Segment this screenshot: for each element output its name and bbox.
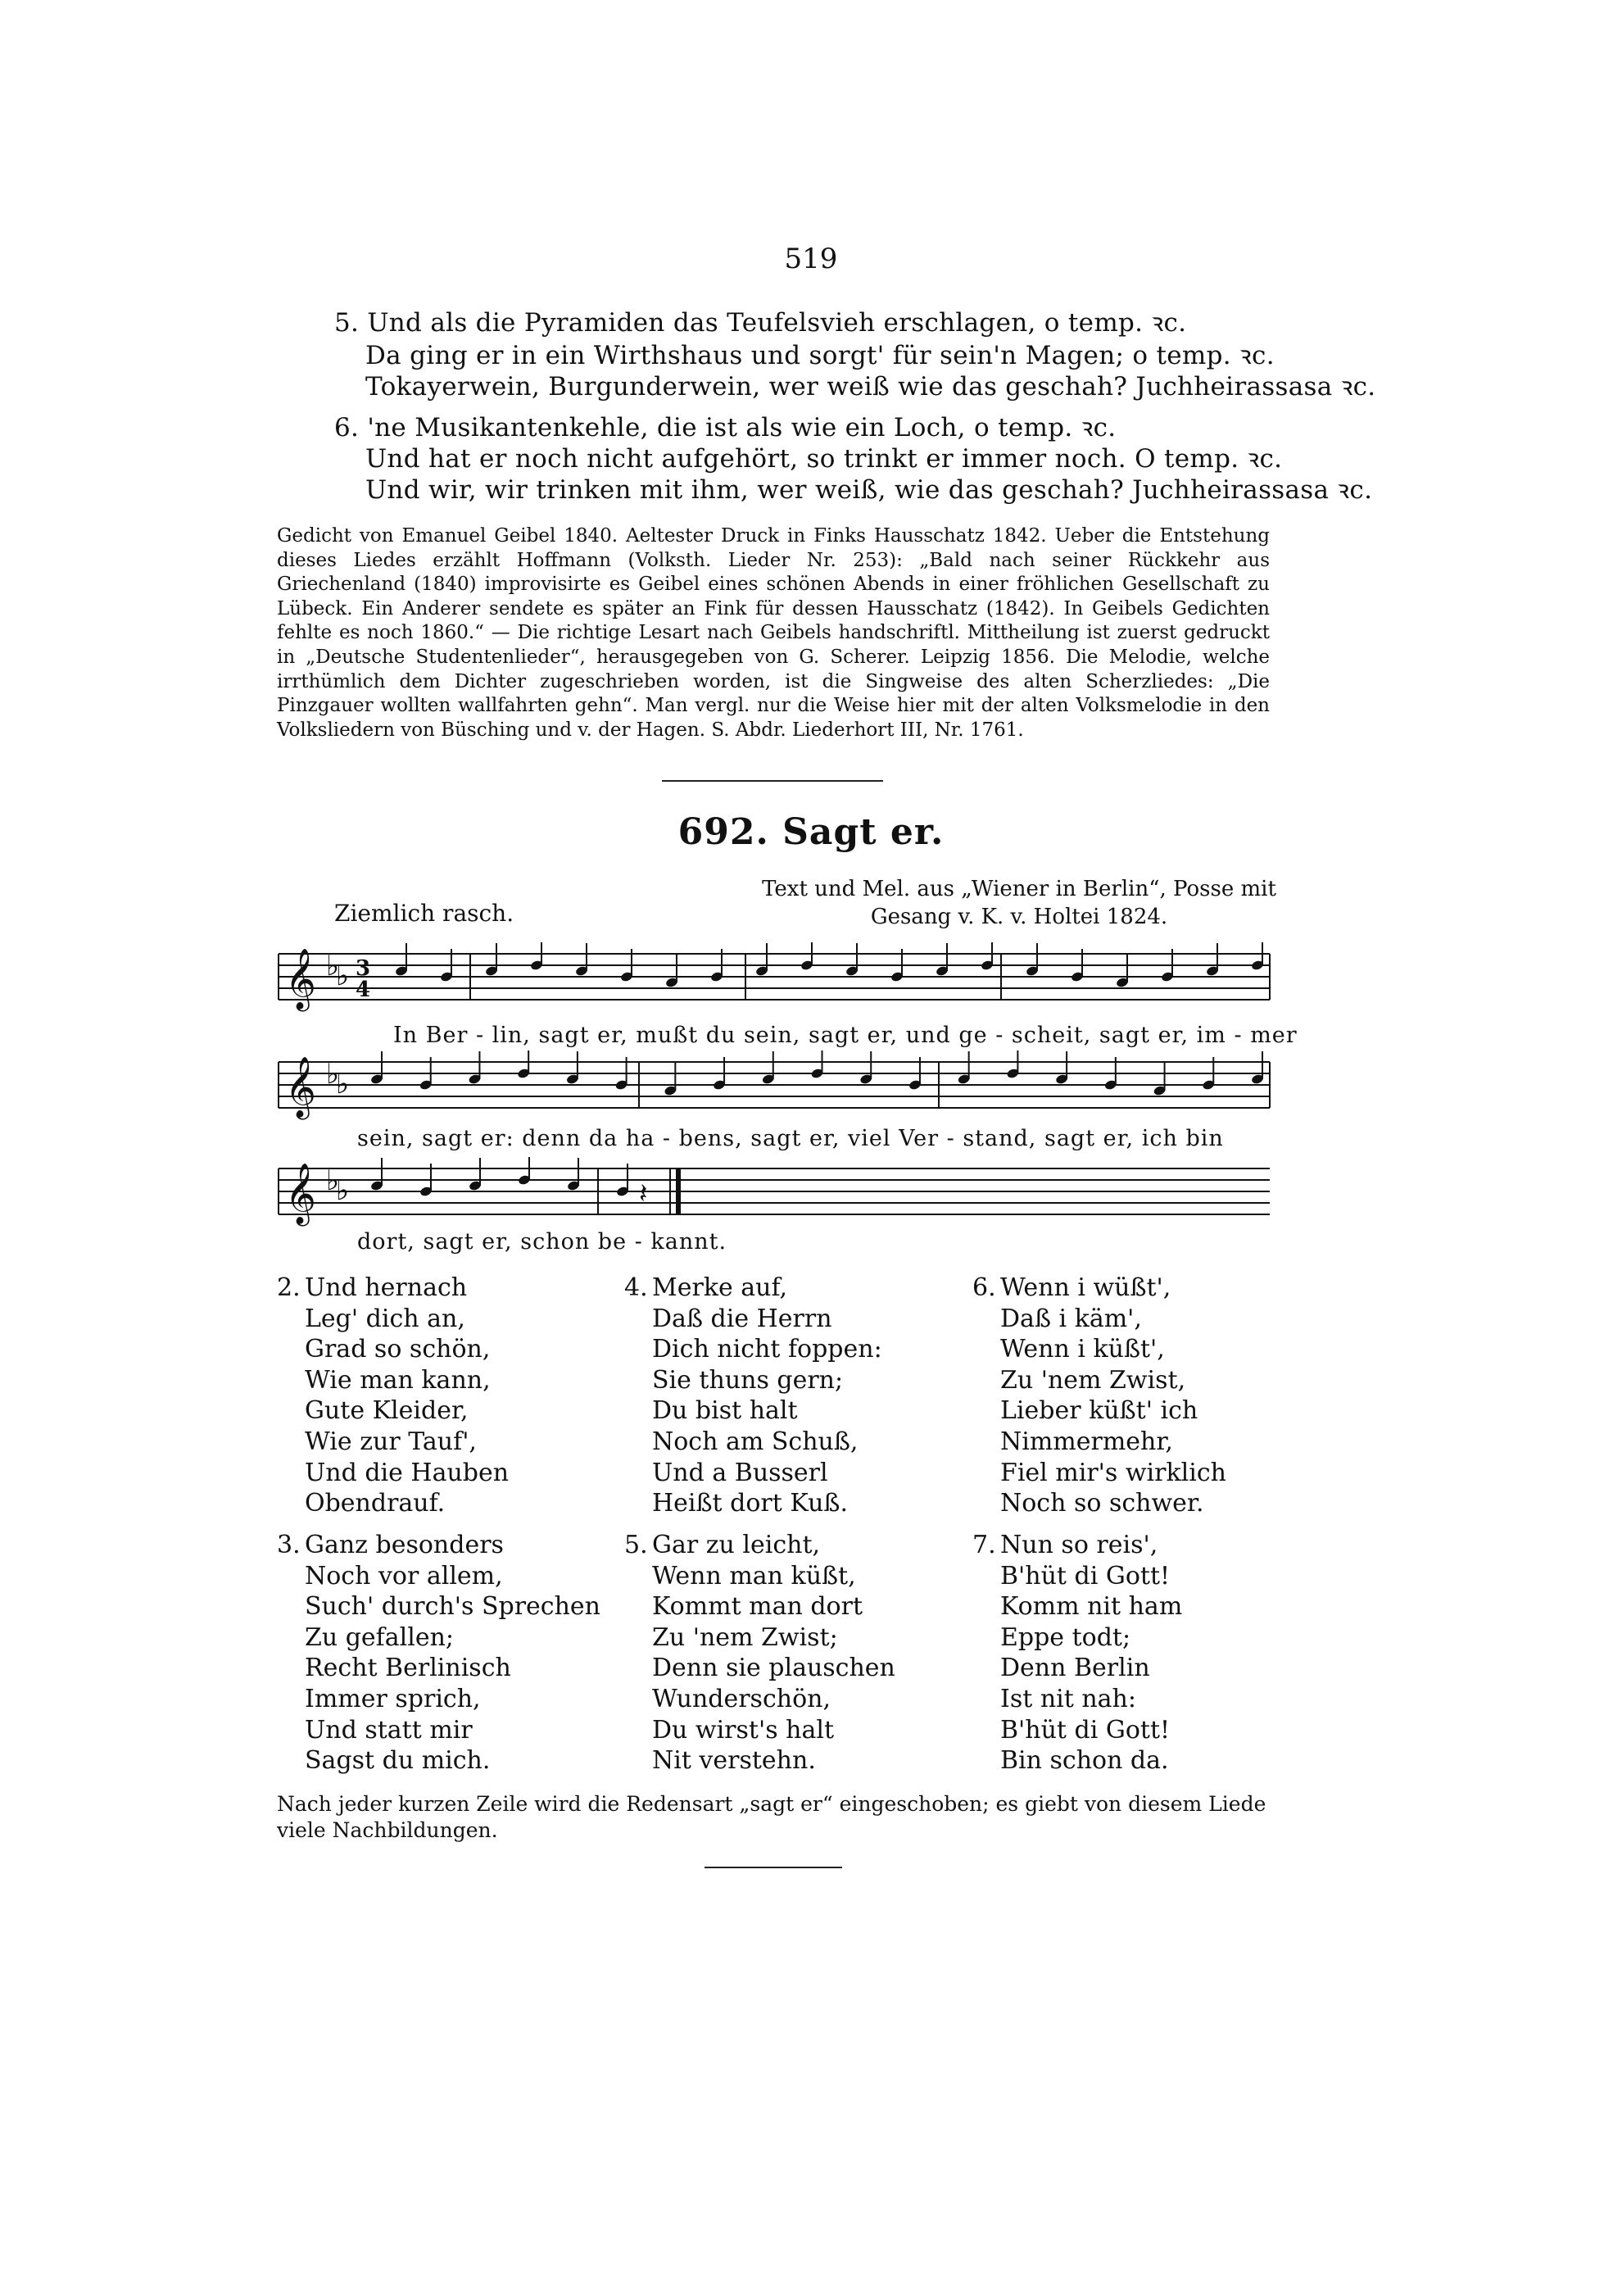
stanza-line: Ist nit nah: <box>1000 1684 1136 1713</box>
closing-divider <box>705 1867 842 1868</box>
verse-line: Und wir, wir trinken mit ihm, wer weiß, wie das geschah? Juchheirassasa ꝛc. <box>365 475 1373 505</box>
stanza-line: Wenn man küßt, <box>652 1561 856 1590</box>
stanza-line: Leg' dich an, <box>305 1304 465 1333</box>
commentary-note <box>277 524 1270 742</box>
stanza-line: 3. Ganz besonders <box>277 1531 504 1559</box>
stanza-number: 6. <box>972 1273 996 1302</box>
stanza-line: Obendrauf. <box>305 1489 446 1518</box>
stanza-line: Kommt man dort <box>652 1592 863 1622</box>
svg-text:𝄞: 𝄞 <box>285 1057 316 1118</box>
stanza-line: 5. Gar zu leicht, <box>624 1531 821 1559</box>
stanza-line: Und a Busserl <box>652 1458 828 1487</box>
svg-text:♭: ♭ <box>326 950 340 982</box>
page-number: 519 <box>784 243 838 275</box>
stanza-line: Noch am Schuß, <box>652 1427 859 1456</box>
stanza-line: Nimmermehr, <box>1000 1427 1173 1456</box>
stanza-number: 2. <box>277 1273 301 1302</box>
tempo-marking: Ziemlich rasch. <box>334 900 514 927</box>
stanza-line: 2. Und hernach <box>277 1273 468 1302</box>
stanza-line: B'hüt di Gott! <box>1000 1715 1171 1745</box>
stanza-line: 7. Nun so reis', <box>972 1531 1158 1559</box>
verse-line: Tokayerwein, Burgunderwein, wer weiß wie das geschah? Juchheirassasa ꝛc. <box>365 372 1376 402</box>
commentary-text: Gedicht von Emanuel Geibel 1840. Aeltester Druck in Finks Hausschatz 1842. Ueber die Entstehung dieses Liedes erzählt Hoffmann (Volksth. Lieder Nr. 253): „Bald nach seiner Rückkehr aus Griechenland (1840) improvisirte es Geibel eines schönen Abends in einer fröhlichen Gesellschaft zu Lübeck. Ein Anderer sendete es später an Fink für dessen Hausschatz (1842). In Geibels Gedichten fehlte es noch 1860.“ — Die richtige Lesart nach Geibels handschriftl. Mittheilung ist zuerst gedruckt in „Deutsche Studentenlieder“, herausgegeben von G. Scherer. Leipzig 1856. Die Melodie, welche irrthümlich dem Dichter zugeschrieben worden, ist die Singweise des alten Scherzliedes: „Die Pinzgauer wollten wallfahrten gehn“. Man vergl. nur die Weise hier mit der alten Volksmelodie in den Volksliedern von Büsching und v. der Hagen. S. Abdr. Liederhort III, Nr. 1761. <box>277 525 1270 741</box>
svg-text:♭: ♭ <box>336 1174 350 1207</box>
stanza-line: Sie thuns gern; <box>652 1365 844 1395</box>
stanza-line: Zu 'nem Zwist; <box>652 1622 838 1652</box>
stanza-line: B'hüt di Gott! <box>1000 1561 1171 1590</box>
music-staff-2 <box>270 1050 1286 1124</box>
stanza-line: Denn sie plauschen <box>652 1654 895 1683</box>
stanza-line: Fiel mir's wirklich <box>1000 1458 1226 1487</box>
song-title: 692. Sagt er. <box>677 811 945 853</box>
verse-line: 5. Und als die Pyramiden das Teufelsvieh erschlagen, o temp. ꝛc. <box>334 308 1187 338</box>
svg-text:♭: ♭ <box>336 1068 350 1100</box>
stanza-line: Denn Berlin <box>1000 1654 1150 1683</box>
stanza-line: Noch so schwer. <box>1000 1489 1204 1518</box>
svg-text:𝄞: 𝄞 <box>285 949 316 1010</box>
stanza <box>624 1530 895 1776</box>
stanza-line: Recht Berlinisch <box>305 1654 511 1683</box>
stanza-line: Daß i käm', <box>1000 1304 1142 1333</box>
stanza-line: Such' durch's Sprechen <box>305 1592 600 1622</box>
verse-line: 6. 'ne Musikantenkehle, die ist als wie ein Loch, o temp. ꝛc. <box>334 413 1117 442</box>
stanza <box>277 1273 509 1519</box>
lyric-line: sein, sagt er: denn da ha - bens, sagt er, viel Ver - stand, sagt er, ich bin <box>357 1126 1224 1151</box>
stanza <box>277 1530 600 1776</box>
stanza-number: 3. <box>277 1531 301 1559</box>
stanza-line: Immer sprich, <box>305 1684 481 1713</box>
stanza-line: Wenn i küßt', <box>1000 1335 1165 1364</box>
stanza-line: Du bist halt <box>652 1396 798 1426</box>
stanza <box>972 1273 1226 1519</box>
svg-text:♭: ♭ <box>326 1058 340 1091</box>
stanza-line: Eppe todt; <box>1000 1622 1131 1652</box>
svg-text:𝄽: 𝄽 <box>639 1177 648 1210</box>
stanza-number: 7. <box>972 1531 996 1559</box>
stanza-line: Und die Hauben <box>305 1458 510 1487</box>
stanza-line: Noch vor allem, <box>305 1561 503 1590</box>
svg-text:3: 3 <box>356 956 371 981</box>
stanza-line: Nit verstehn. <box>652 1746 816 1776</box>
stanza-line: Gute Kleider, <box>305 1396 469 1426</box>
stanza-line: Bin schon da. <box>1000 1746 1169 1776</box>
song-source <box>741 875 1298 931</box>
music-staff-3 <box>270 1157 1286 1231</box>
svg-text:𝄞: 𝄞 <box>285 1164 316 1224</box>
svg-text:♭: ♭ <box>326 1164 340 1197</box>
verse-line: Und hat er noch nicht aufgehört, so trinkt er immer noch. O temp. ꝛc. <box>365 444 1283 474</box>
stanza-number: 5. <box>624 1531 648 1559</box>
stanza-line: Lieber küßt' ich <box>1000 1396 1198 1426</box>
stanza-number: 4. <box>624 1273 648 1302</box>
stanza-line: Komm nit ham <box>1000 1592 1183 1622</box>
stanza-line: Grad so schön, <box>305 1335 491 1364</box>
stanza-line: Und statt mir <box>305 1715 473 1745</box>
lyric-line: dort, sagt er, schon be - kannt. <box>357 1229 727 1255</box>
stanza-line: Du wirst's halt <box>652 1715 835 1745</box>
stanza <box>972 1530 1182 1776</box>
stanza-line: Wie man kann, <box>305 1365 491 1395</box>
stanza <box>624 1273 882 1519</box>
footer-note: Nach jeder kurzen Zeile wird die Redensart „sagt er“ eingeschoben; es giebt von diesem Liede viele Nachbildungen. <box>277 1792 1266 1842</box>
section-divider <box>662 780 883 782</box>
stanza-line: 4. Merke auf, <box>624 1273 788 1302</box>
song-source-line: Text und Mel. aus „Wiener in Berlin“, Posse mit <box>762 877 1276 901</box>
stanza-line: Sagst du mich. <box>305 1746 491 1776</box>
stanza-line: Zu gefallen; <box>305 1622 455 1652</box>
stanza-line: Heißt dort Kuß. <box>652 1489 848 1518</box>
stanza-line: Wie zur Tauf', <box>305 1427 477 1456</box>
stanza-line: 6. Wenn i wüßt', <box>972 1273 1171 1302</box>
svg-text:4: 4 <box>356 978 371 1002</box>
stanza-line: Daß die Herrn <box>652 1304 832 1333</box>
stanza-line: Zu 'nem Zwist, <box>1000 1365 1186 1395</box>
lyric-line: In Ber - lin, sagt er, mußt du sein, sagt er, und ge - scheit, sagt er, im - mer <box>393 1023 1298 1048</box>
stanza-line: Wunderschön, <box>652 1684 831 1713</box>
music-staff-1 <box>270 942 1286 1016</box>
stanza-line: Dich nicht foppen: <box>652 1335 882 1364</box>
verse-line: Da ging er in ein Wirthshaus und sorgt' für sein'n Magen; o temp. ꝛc. <box>365 341 1275 370</box>
song-source-line: Gesang v. K. v. Holtei 1824. <box>870 905 1168 929</box>
svg-text:♭: ♭ <box>336 960 350 992</box>
